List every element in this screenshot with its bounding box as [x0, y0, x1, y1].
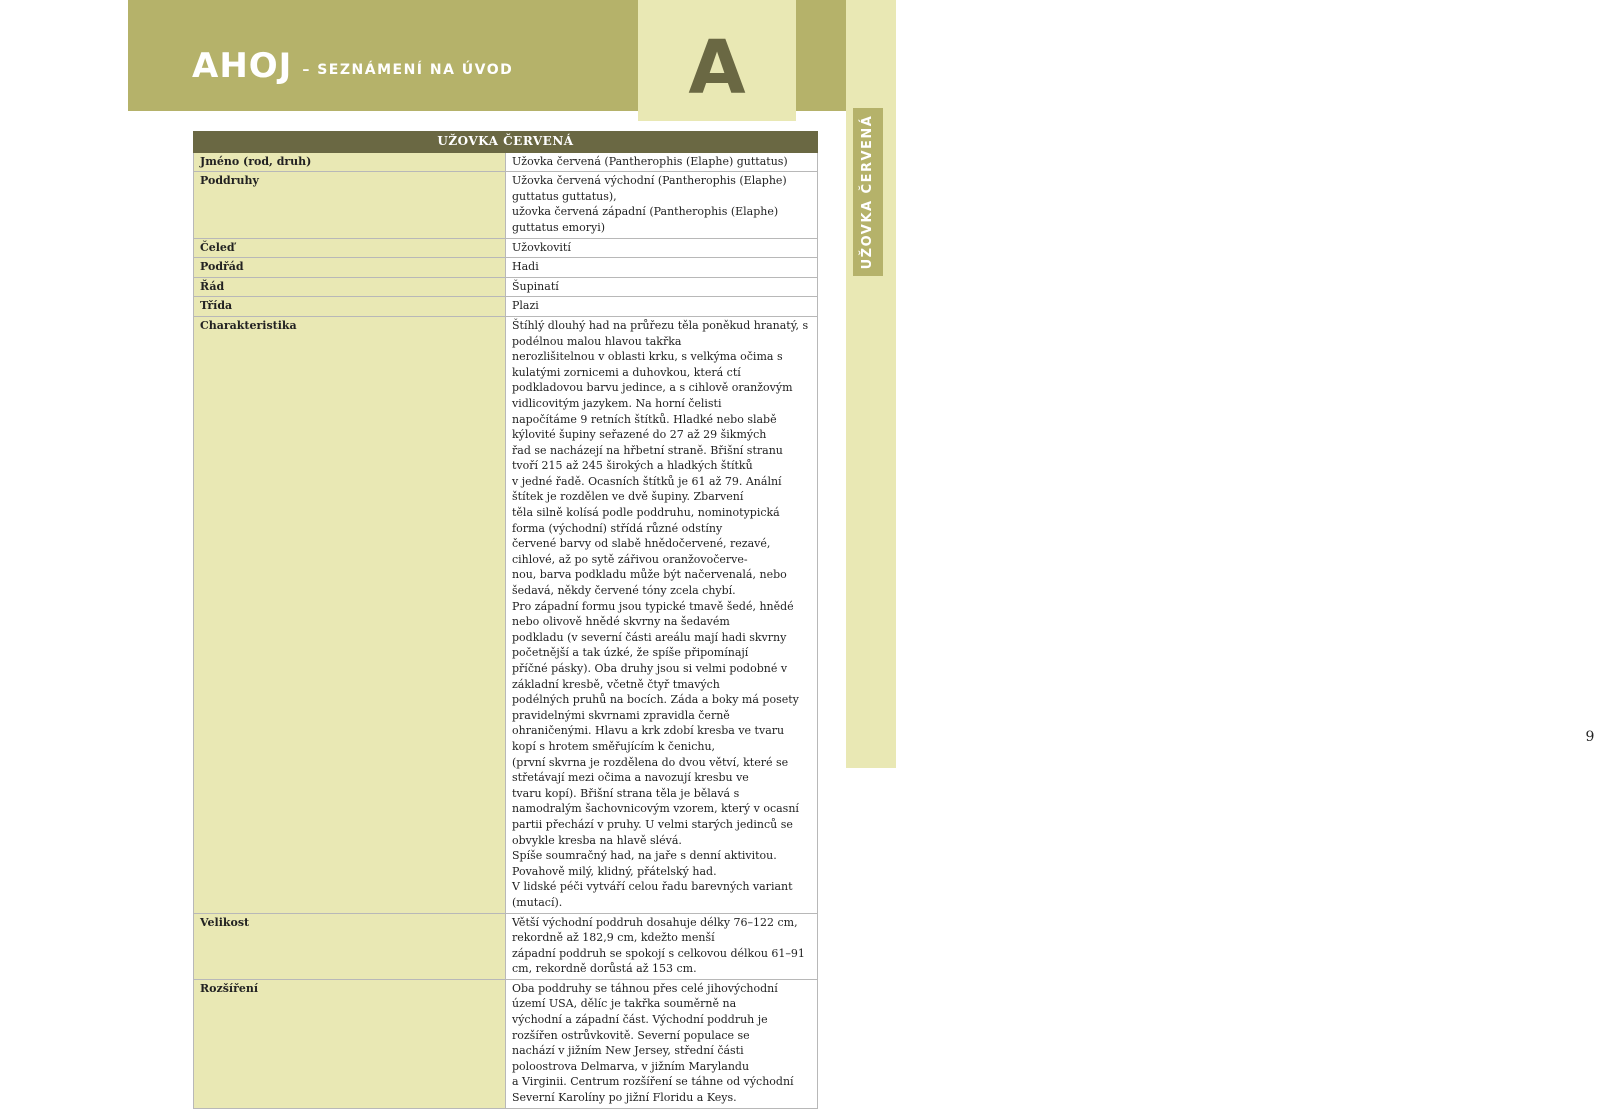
table-heading-row	[194, 132, 818, 153]
value-line: východní a západní část. Východní poddruh je rozšířen ostrůvkovitě. Severní populace se	[512, 1013, 768, 1042]
value-line: Spíše soumračný had, na jaře s denní aktivitou. Povahově milý, klidný, přátelský had.	[512, 849, 777, 878]
row-value	[506, 258, 818, 278]
row-value	[506, 913, 818, 979]
value-line: ohraničenými. Hlavu a krk zdobí kresba ve tvaru kopí s hrotem směřujícím k čenichu,	[512, 724, 785, 753]
value-line: Štíhlý dlouhý had na průřezu těla poněkud hranatý, s podélnou malou hlavou takřka	[512, 318, 809, 348]
value-line: užovka červená západní (Pantherophis (Elaphe) guttatus emoryi)	[512, 205, 779, 234]
row-value	[506, 172, 818, 238]
page-number: 9	[1585, 729, 1595, 745]
value-line: napočítáme 9 retních štítků. Hladké nebo slabě kýlovité šupiny seřazené do 27 až 29 šikmých	[512, 412, 777, 442]
value-line: V lidské péči vytváří celou řadu barevných variant (mutací).	[512, 880, 793, 909]
value-line: těla silně kolísá podle poddruhu, nominotypická forma (východní) střídá různé odstíny	[512, 506, 780, 535]
row-label: Poddruhy	[194, 172, 506, 238]
row-value	[506, 316, 818, 913]
title-main: HOJ	[219, 46, 293, 86]
row-label: Velikost	[194, 913, 506, 979]
title-subtitle: – SEZNÁMENÍ NA ÚVOD	[302, 62, 514, 78]
value-line: červené barvy od slabě hnědočervené, rezavé, cihlové, až po sytě zářivou oranžovočerve-	[512, 537, 771, 566]
section-letter-box	[638, 0, 796, 121]
value-line: Plazi	[512, 299, 539, 313]
value-line: v jedné řadě. Ocasních štítků je 61 až 79. Anální štítek je rozdělen ve dvě šupiny. Zbarvení	[512, 474, 782, 504]
section-letter: A	[688, 25, 746, 111]
table-row	[194, 172, 818, 238]
table-row	[194, 316, 818, 913]
side-tab	[853, 108, 883, 276]
page-title	[192, 46, 513, 86]
title-initial: A	[192, 46, 220, 86]
value-line: tvaru kopí). Břišní strana těla je bělavá s namodralým šachovnicovým vzorem, který v ocasní	[512, 786, 799, 816]
value-line: západní poddruh se spokojí s celkovou délkou 61–91 cm, rekordně dorůstá až 153 cm.	[512, 946, 805, 976]
value-line: podkladovou barvu jedince, a s cihlově oranžovým vidlicovitým jazykem. Na horní čelisti	[512, 381, 793, 410]
value-line: Oba poddruhy se táhnou přes celé jihovýchodní území USA, dělíc je takřka souměrně na	[512, 981, 778, 1011]
table-row	[194, 979, 818, 1108]
value-line: nachází v jižním New Jersey, střední části poloostrova Delmarva, v jižním Marylandu	[512, 1044, 750, 1073]
row-value	[506, 152, 818, 172]
value-line: Užovka červená východní (Pantherophis (Elaphe) guttatus guttatus),	[512, 174, 787, 203]
table-row	[194, 297, 818, 317]
table-row	[194, 277, 818, 297]
value-line: podélných pruhů na bocích. Záda a boky má posety pravidelnými skvrnami zpravidla černě	[512, 693, 799, 722]
value-line: Větší východní poddruh dosahuje délky 76–122 cm, rekordně až 182,9 cm, kdežto menší	[512, 915, 798, 945]
side-band	[846, 0, 1595, 768]
value-line: nou, barva podkladu může být načervenalá, nebo šedavá, někdy červené tóny zcela chybí.	[512, 568, 787, 598]
value-line: partii přechází v pruhy. U velmi starých jedinců se obvykle kresba na hlavě slévá.	[512, 817, 793, 847]
value-line: podkladu (v severní části areálu mají hadi skvrny početnější a tak úzké, že spíše připomínají	[512, 630, 787, 660]
table-row	[194, 258, 818, 278]
value-line: (první skvrna je rozdělena do dvou větví, které se střetávají mezi očima a navozují kresbu ve	[512, 755, 789, 785]
table-row	[194, 913, 818, 979]
row-label: Podřád	[194, 258, 506, 278]
value-line: Užovkovití	[512, 240, 571, 254]
row-label: Rozšíření	[194, 979, 506, 1108]
value-line: příčné pásky). Oba druhy jsou si velmi podobné v základní kresbě, včetně čtyř tmavých	[512, 662, 788, 691]
row-label: Jméno (rod, druh)	[194, 152, 506, 172]
value-line: Užovka červená (Pantherophis (Elaphe) guttatus)	[512, 154, 788, 168]
value-line: Pro západní formu jsou typické tmavě šedé, hnědé nebo olivově hnědé skvrny na šedavém	[512, 599, 794, 629]
value-line: Hadi	[512, 260, 539, 274]
row-label: Třída	[194, 297, 506, 317]
page	[128, 0, 1595, 1105]
table-row	[194, 152, 818, 172]
table-row	[194, 238, 818, 258]
value-line: a Virginii. Centrum rozšíření se táhne od východní Severní Karolíny po jižní Floridu a Keys.	[512, 1075, 794, 1105]
value-line: řad se nacházejí na hřbetní straně. Břišní stranu tvoří 215 až 245 širokých a hladkých štítků	[512, 443, 783, 473]
row-label: Čeleď	[194, 238, 506, 258]
row-label: Řád	[194, 277, 506, 297]
table-heading: UŽOVKA ČERVENÁ	[194, 132, 818, 153]
value-line: nerozlišitelnou v oblasti krku, s velkýma očima s kulatými zornicemi a duhovkou, která ctí	[512, 350, 783, 379]
row-value	[506, 238, 818, 258]
row-value	[506, 297, 818, 317]
row-value	[506, 979, 818, 1108]
row-value	[506, 277, 818, 297]
row-label: Charakteristika	[194, 316, 506, 913]
value-line: Šupinatí	[512, 279, 559, 293]
side-tab-label: UŽOVKA ČERVENÁ	[860, 114, 875, 270]
species-table	[193, 131, 818, 1109]
